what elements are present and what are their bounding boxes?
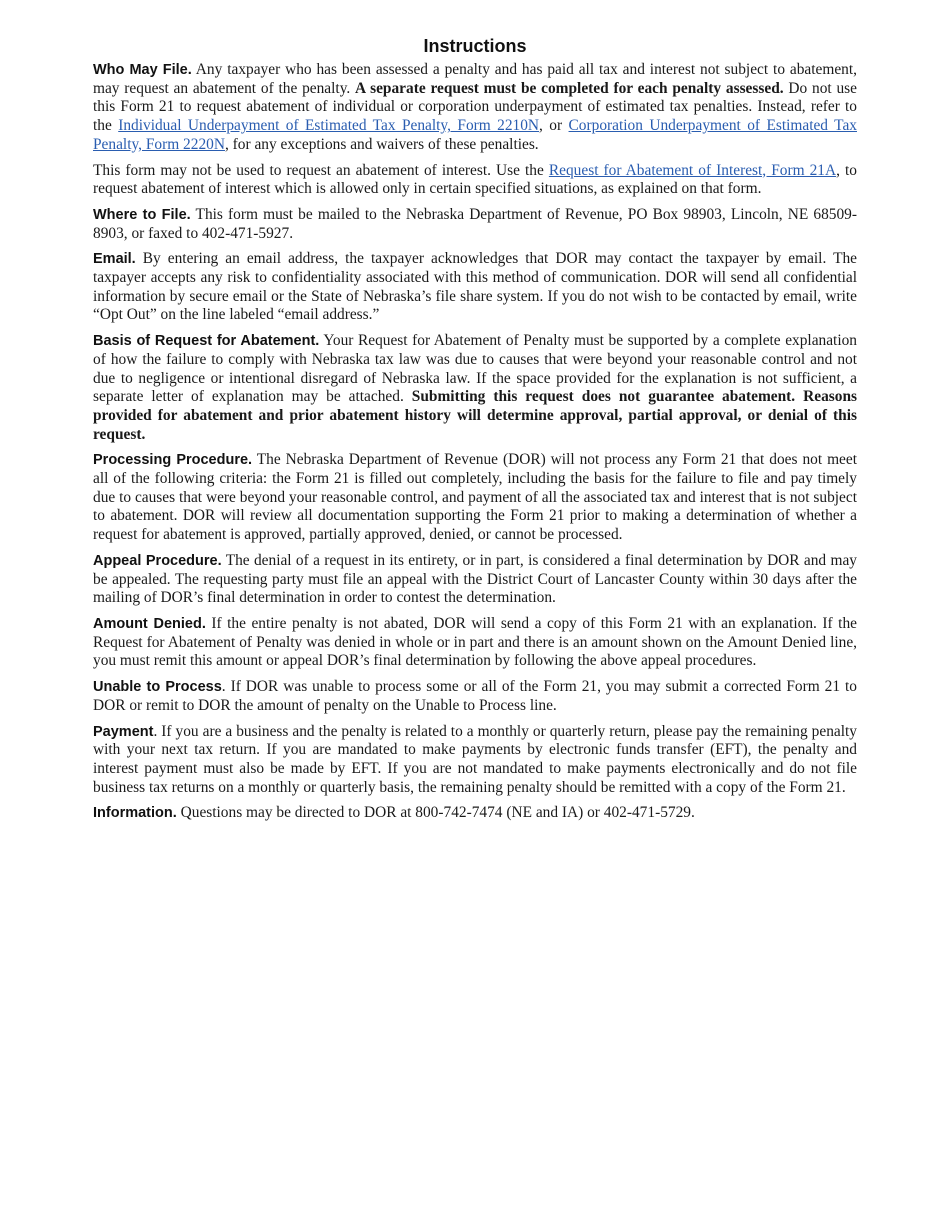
bold-notice: A separate request must be completed for each penalty assessed.: [355, 79, 784, 97]
section-text: This form must be mailed to the Nebraska Department of Revenue, PO Box 98903, Lincoln, NE 68509-8903, or faxed to 402-471-5927.: [93, 205, 857, 242]
section-heading: Where to File.: [93, 206, 191, 223]
section-text: The Nebraska Department of Revenue (DOR) will not process any Form 21 that does not meet all of the following criteria: the Form 21 is filled out completely, including the basis for the failure to file and pay timely due to causes that were beyond your reasonable control, and payment of all the associated tax and interest that is not subject to abatement. DOR will review all documentation supporting the Form 21 prior to making a determination of whether a request for abatement is approved, partially approved, denied, or cannot be processed.: [93, 451, 857, 544]
section-text: Do not use this Form 21 to request abatement of individual or corporation underpayment of estimated tax penalties. Instead, refer to the: [93, 79, 857, 135]
who-may-file-section: [93, 61, 857, 155]
form-2220n-link[interactable]: Corporation Underpayment of Estimated Tax Penalty, Form 2220N: [93, 117, 857, 153]
unable-to-process-section: [93, 678, 857, 715]
section-text: . If DOR was unable to process some or all of the Form 21, you may submit a corrected Form 21 to DOR or remit to DOR the amount of penalty on the Unable to Process line.: [93, 678, 857, 714]
section-text: If the entire penalty is not abated, DOR will send a copy of this Form 21 with an explanation. If the Request for Abatement of Penalty was denied in whole or in part and there is an amount shown on the Amount Denied line, you must remit this amount or appeal DOR’s final determination by following the above appeal procedures.: [93, 614, 857, 670]
section-heading: Payment: [93, 723, 154, 740]
section-heading: Amount Denied.: [93, 615, 206, 632]
section-text: Your Request for Abatement of Penalty must be supported by a complete explanation of how the failure to comply with Nebraska tax law was due to causes that were beyond your reasonable control and not due to negligence or intentional disregard of Nebraska law. If the space provided for the explanation is not sufficient, a separate letter of explanation may be attached.: [93, 332, 857, 406]
processing-section: [93, 451, 857, 545]
section-text: Any taxpayer who has been assessed a penalty and has paid all tax and interest not subject to abatement, may request an abatement of the penalty.: [93, 61, 857, 97]
section-text: , to request abatement of interest which is allowed only in certain specified situations, as explained on that form.: [93, 161, 858, 198]
amount-denied-section: [93, 615, 857, 671]
payment-section: [93, 723, 857, 798]
section-text: Questions may be directed to DOR at 800-742-7474 (NE and IA) or 402-471-5729.: [176, 804, 695, 822]
section-heading: Processing Procedure.: [93, 452, 253, 469]
section-text: , or: [539, 117, 569, 135]
section-text: By entering an email address, the taxpayer acknowledges that DOR may contact the taxpayer by email. The taxpayer accepts any risk to confidentiality associated with this method of communication. DOR will send all confidential information by secure email or the State of Nebraska’s file share system. If you do not wish to be contacted by email, write “Opt Out” on the line labeled “email address.”: [93, 250, 857, 324]
section-text: The denial of a request in its entirety, or in part, is considered a final determination by DOR and may be appealed. The requesting party must file an appeal with the District Court of Lancaster County within 30 days after the mailing of DOR’s final determination in order to contest the determination.: [93, 551, 857, 607]
where-to-file-section: [93, 206, 857, 243]
section-heading: Unable to Process: [93, 679, 222, 696]
email-section: [93, 250, 857, 325]
section-heading: Who May File.: [93, 62, 192, 78]
interest-note-section: [93, 162, 857, 199]
section-text: This form may not be used to request an abatement of interest. Use the: [93, 161, 549, 179]
appeal-section: [93, 552, 857, 608]
section-text: , for any exceptions and waivers of these penalties.: [224, 135, 539, 153]
section-text: . If you are a business and the penalty is related to a monthly or quarterly return, please pay the remaining penalty with your next tax return. If you are mandated to make payments by electronic funds transfer (EFT), the penalty and interest payment must also be made by EFT. If you are not mandated to make payments electronically and do not file business tax returns on a monthly or quarterly basis, the remaining penalty should be remitted with a copy of the Form 21.: [93, 722, 857, 796]
page-title: Instructions: [423, 36, 527, 56]
form-2210n-link[interactable]: Individual Underpayment of Estimated Tax Penalty, Form 2210N: [118, 117, 540, 135]
form-21a-link[interactable]: Request for Abatement of Interest, Form 21A: [548, 161, 837, 179]
information-section: [93, 804, 857, 823]
section-heading: Email.: [93, 251, 136, 268]
section-heading: Information.: [93, 805, 177, 822]
section-heading: Basis of Request for Abatement.: [93, 333, 320, 350]
basis-section: [93, 332, 857, 444]
bold-notice: Submitting this request does not guarantee abatement. Reasons provided for abatement and prior abatement history will determine approval, partial approval, or denial of this request.: [93, 388, 858, 443]
section-heading: Appeal Procedure.: [93, 552, 222, 569]
